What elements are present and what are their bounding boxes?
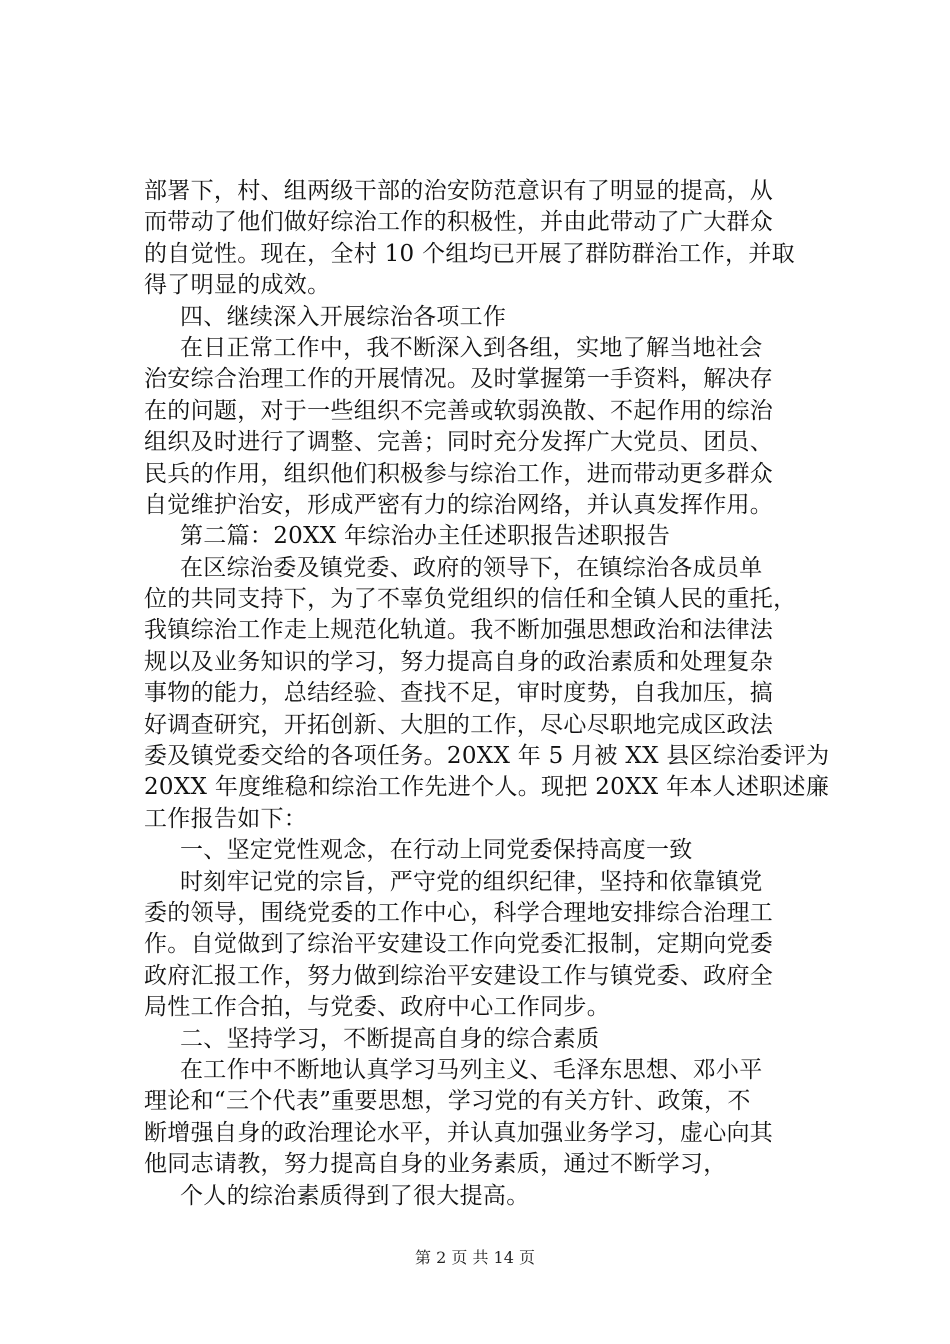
text-line: 而带动了他们做好综治工作的积极性，并由此带动了广大群众 (144, 209, 774, 236)
text-line: 组织及时进行了调整、完善；同时充分发挥广大党员、团员、 (144, 429, 774, 456)
text-line: 工作报告如下： (144, 805, 308, 832)
text-line: 20XX 年度维稳和综治工作先进个人。现把 20XX 年本人述职述廉 (144, 774, 830, 801)
text-line: 我镇综治工作走上规范化轨道。我不断加强思想政治和法律法 (144, 617, 774, 644)
text-line: 政府汇报工作，努力做到综治平安建设工作与镇党委、政府全 (144, 962, 774, 989)
text-line: 在工作中不断地认真学习马列主义、毛泽东思想、邓小平 (180, 1056, 763, 1083)
text-line: 他同志请教，努力提高自身的业务素质，通过不断学习， (144, 1151, 727, 1178)
text-line: 治安综合治理工作的开展情况。及时掌握第一手资料，解决存 (144, 366, 774, 393)
text-line: 自觉维护治安，形成严密有力的综治网络，并认真发挥作用。 (144, 491, 774, 518)
text-line: 理论和“三个代表”重要思想，学习党的有关方针、政策，不 (144, 1088, 751, 1115)
text-line: 个人的综治素质得到了很大提高。 (180, 1182, 530, 1209)
text-line: 委的领导，围绕党委的工作中心，科学合理地安排综合治理工 (144, 899, 774, 926)
text-line: 的自觉性。现在，全村 10 个组均已开展了群防群治工作，并取 (144, 240, 795, 267)
text-line: 在日正常工作中，我不断深入到各组，实地了解当地社会 (180, 334, 763, 361)
text-line: 时刻牢记党的宗旨，严守党的组织纪律，坚持和依靠镇党 (180, 868, 763, 895)
text-line: 好调查研究，开拓创新、大胆的工作，尽心尽职地完成区政法 (144, 711, 774, 738)
text-line: 在的问题，对于一些组织不完善或软弱涣散、不起作用的综治 (144, 397, 774, 424)
text-line: 二、坚持学习，不断提高自身的综合素质 (180, 1025, 600, 1052)
text-line: 事物的能力，总结经验、查找不足，审时度势，自我加压，搞 (144, 680, 774, 707)
text-line: 委及镇党委交给的各项任务。20XX 年 5 月被 XX 县区综治委评为 (144, 743, 830, 770)
text-line: 规以及业务知识的学习，努力提高自身的政治素质和处理复杂 (144, 648, 774, 675)
text-line: 得了明显的成效。 (144, 272, 331, 299)
text-line: 部署下，村、组两级干部的治安防范意识有了明显的提高，从 (144, 178, 774, 204)
text-line: 位的共同支持下，为了不辜负党组织的信任和全镇人民的重托， (144, 586, 797, 613)
text-line: 断增强自身的政治理论水平，并认真加强业务学习，虚心向其 (144, 1119, 774, 1146)
page-number: 第 2 页 共 14 页 (415, 1248, 535, 1267)
text-line: 局性工作合拍，与党委、政府中心工作同步。 (144, 994, 610, 1021)
text-line: 在区综治委及镇党委、政府的领导下，在镇综治各成员单 (180, 554, 763, 581)
page-footer (0, 1245, 950, 1268)
document-body (144, 176, 834, 1212)
text-line: 第二篇：20XX 年综治办主任述职报告述职报告 (180, 523, 671, 550)
text-line: 民兵的作用，组织他们积极参与综治工作，进而带动更多群众 (144, 460, 774, 487)
text-line: 作。自觉做到了综治平安建设工作向党委汇报制，定期向党委 (144, 931, 774, 958)
text-line: 四、继续深入开展综治各项工作 (180, 303, 507, 330)
text-line: 一、坚定党性观念，在行动上同党委保持高度一致 (180, 837, 693, 864)
